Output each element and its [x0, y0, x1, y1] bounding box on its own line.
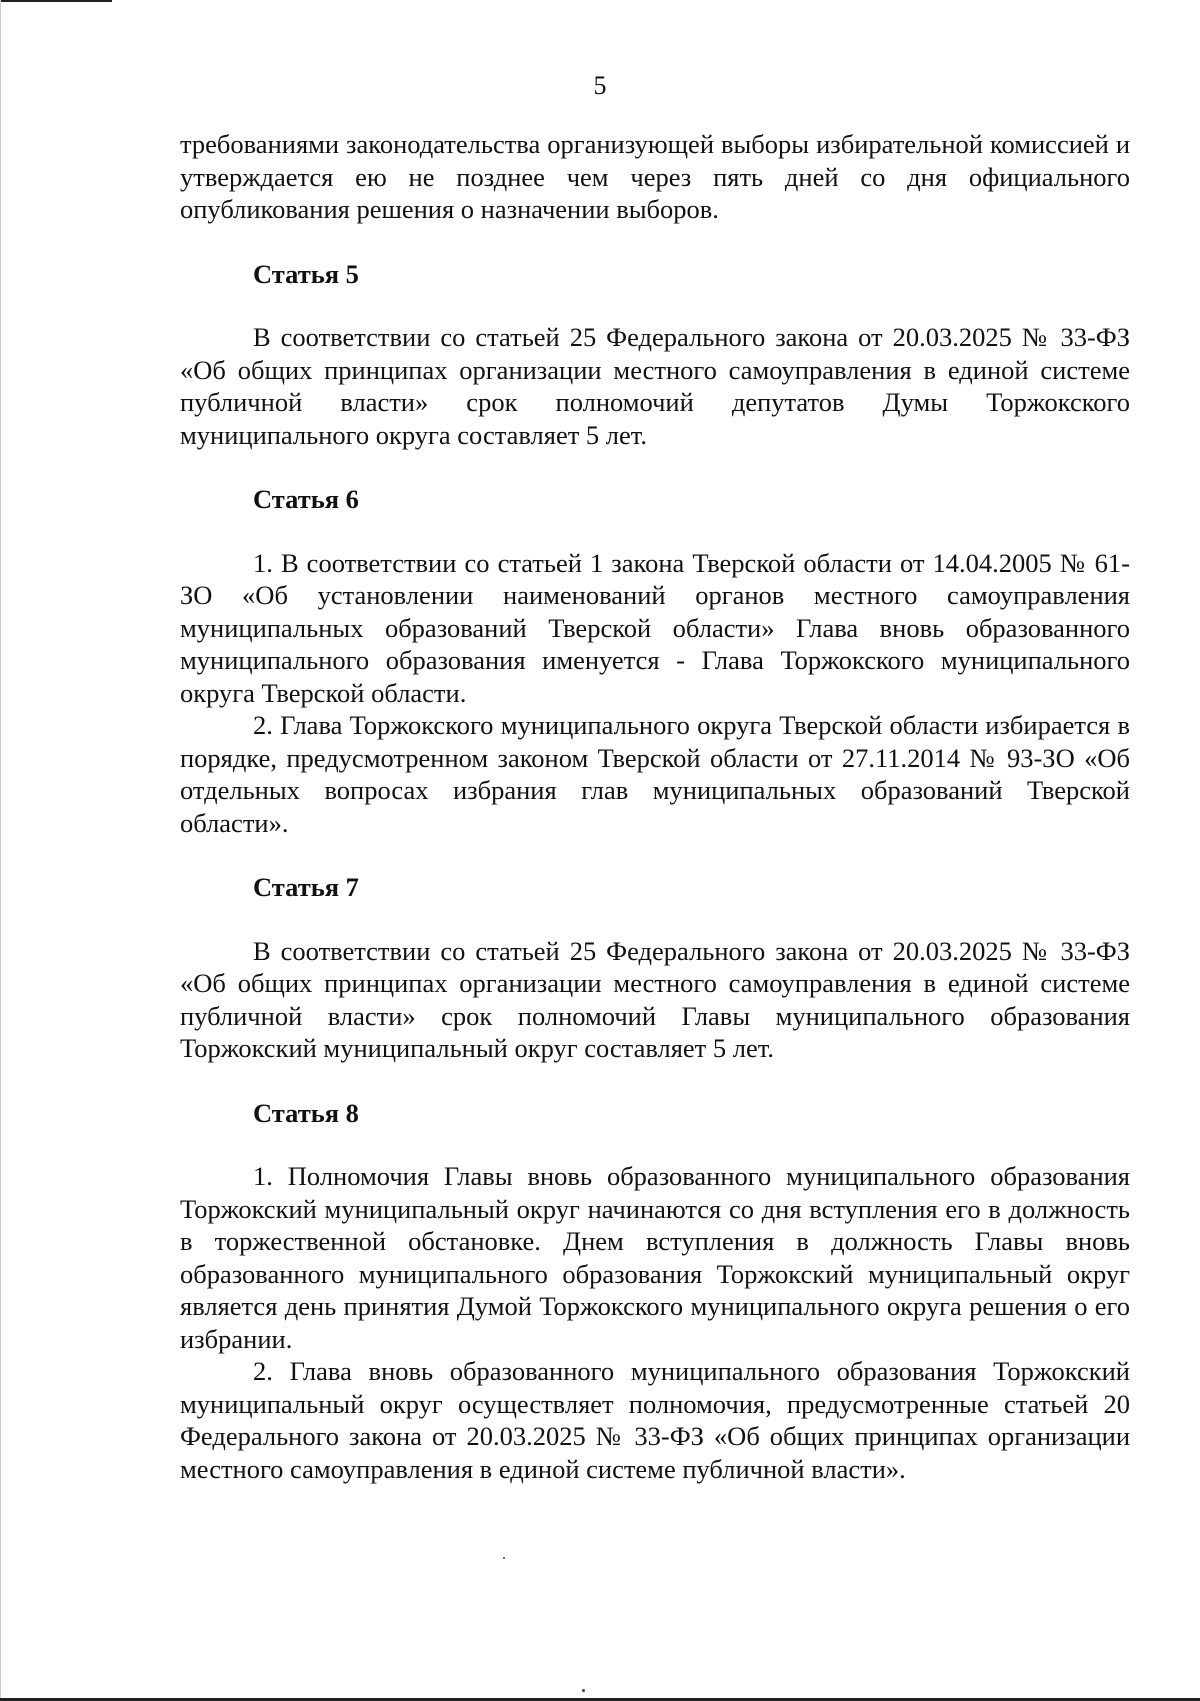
page-number: 5 [593, 71, 607, 100]
article-8-heading: Статья 8 [253, 1097, 359, 1128]
article-7-heading: Статья 7 [253, 872, 359, 902]
scan-speck [503, 1557, 505, 1559]
article-8-paragraph-2: 2. Глава вновь образованного муниципального образования Торжокский муниципальный округ осуществляет полномочия, предусмотренные статьей 20 Федерального закона от 20.03.2025 № 33-ФЗ «Об общих принципах организации местного самоуправления в единой системе публичной власти». [180, 1356, 1130, 1484]
document-body [180, 128, 1130, 1485]
intro-paragraph: требованиями законодательства организующей выборы избирательной комиссией и утверждается ею не позднее чем через пять дней со дня официального опубликования решения о назначении выборов. [180, 129, 1130, 224]
article-6-paragraph-1: 1. В соответствии со статьей 1 закона Тверской области от 14.04.2005 № 61-ЗО «Об установлении наименований органов местного самоуправления муниципальных образований Тверской области» Глава вновь образованного муниципального образования именуется - Глава Торжокского муниципального округа Тверской области. [180, 547, 1130, 708]
scan-edge-left [0, 0, 1, 1701]
article-8-paragraph-1: 1. Полномочия Главы вновь образованного муниципального образования Торжокский муниципальный округ начинаются со дня вступления его в должность в торжественной обстановке. Днем вступления в должность Главы вновь образованного муниципального образования Торжокский муниципальный округ является день принятия Думой Торжокского муниципального округа решения о его избрании. [180, 1161, 1130, 1354]
article-6-paragraph-2: 2. Глава Торжокского муниципального округа Тверской области избирается в порядке, предусмотренном законом Тверской области от 27.11.2014 № 93-ЗО «Об отдельных вопросах избрания глав муниципальных образований Тверской области». [180, 710, 1130, 838]
scan-edge-top [0, 0, 112, 2]
article-6-heading: Статья 6 [253, 484, 359, 514]
article-7-paragraph-1: В соответствии со статьей 25 Федерального закона от 20.03.2025 № 33-ФЗ «Об общих принципах организации местного самоуправления в единой системе публичной власти» срок полномочий Главы муниципального образования Торжокский муниципальный округ составляет 5 лет. [180, 935, 1130, 1063]
article-5-paragraph-1: В соответствии со статьей 25 Федерального закона от 20.03.2025 № 33-ФЗ «Об общих принципах организации местного самоуправления в единой системе публичной власти» срок полномочий депутатов Думы Торжокского муниципального округа составляет 5 лет. [180, 322, 1130, 450]
article-5-heading: Статья 5 [253, 258, 359, 289]
scan-speck [582, 1689, 585, 1692]
